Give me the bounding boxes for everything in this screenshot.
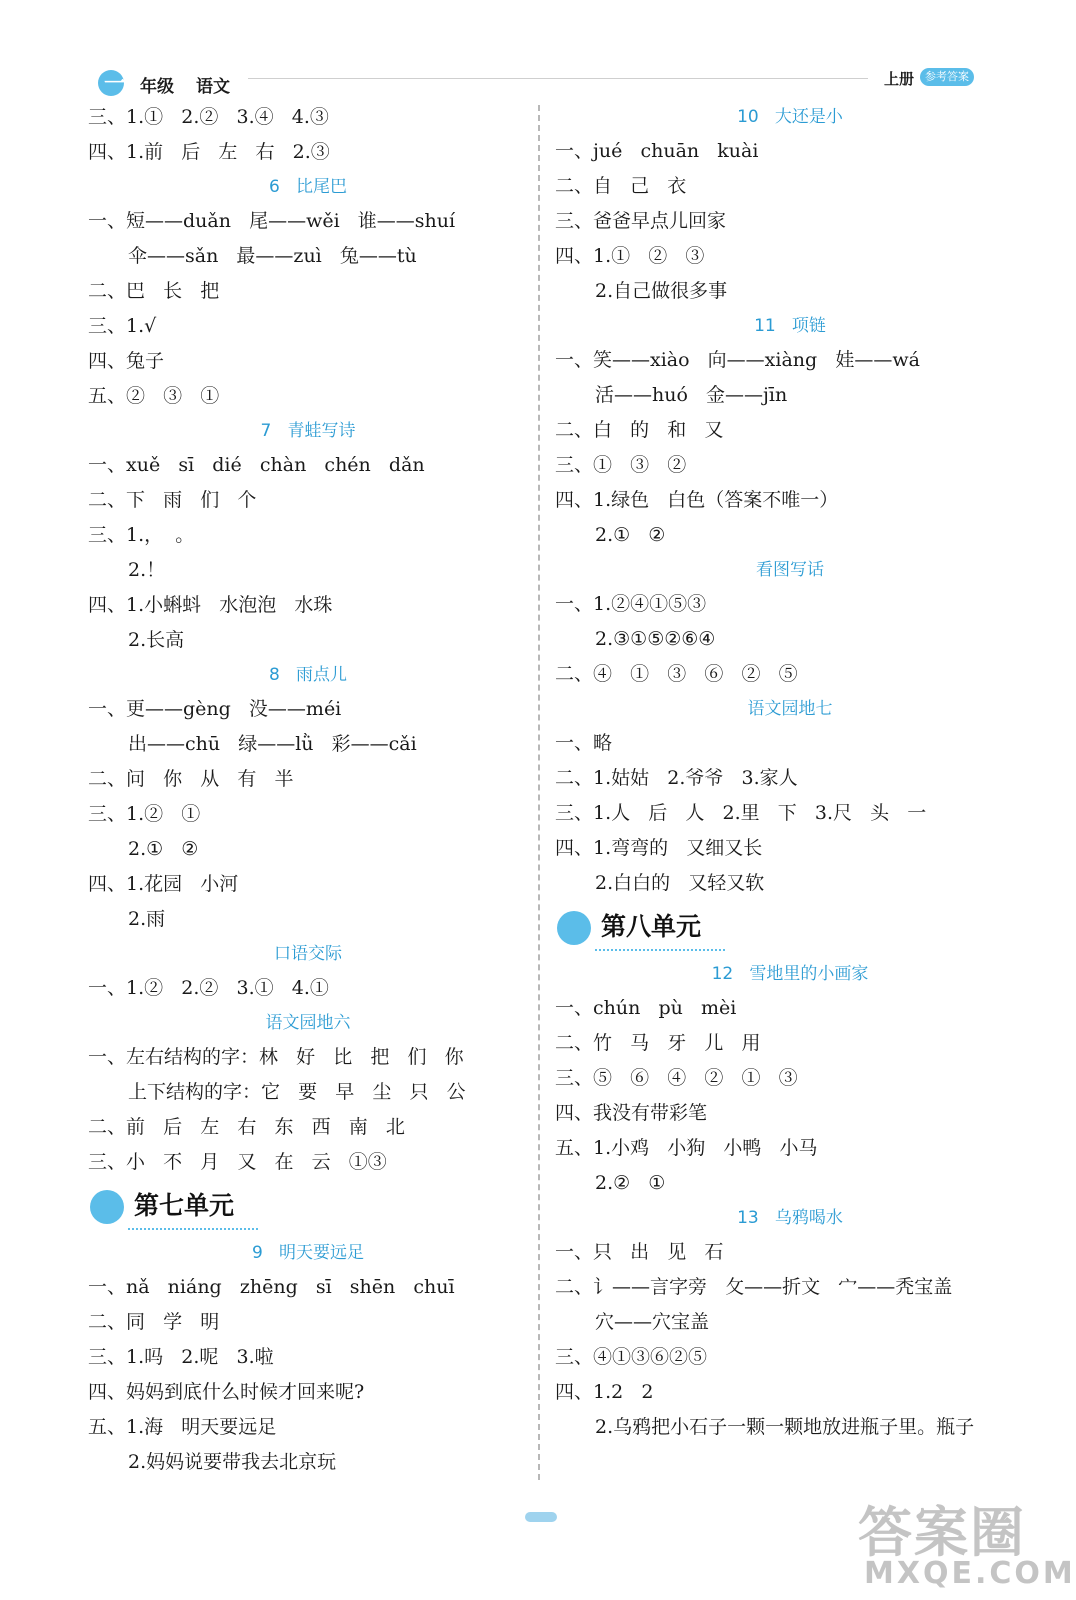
answer-line: 四、我没有带彩笔 bbox=[555, 1102, 708, 1124]
answer-line: 三、小 不 月 又 在 云 ①③ bbox=[88, 1151, 387, 1173]
answer-line: 三、① ③ ② bbox=[555, 454, 687, 476]
answer-line: 四、1.2 2 bbox=[555, 1381, 654, 1403]
watermark-text: 答案圈 bbox=[858, 1501, 1026, 1564]
answer-line: 五、② ③ ① bbox=[88, 385, 220, 407]
answer-line: 四、1.① ② ③ bbox=[555, 245, 705, 267]
answer-line: 2.长高 bbox=[128, 629, 185, 651]
watermark-logo bbox=[852, 1490, 1076, 1594]
lesson-title: 8 雨点儿 bbox=[268, 665, 348, 685]
unit-underline bbox=[128, 1228, 258, 1230]
answer-line: 一、1.②④①⑤③ bbox=[555, 593, 707, 615]
header-rule bbox=[248, 78, 868, 79]
watermark-url: MXQE.COM bbox=[864, 1556, 1076, 1591]
unit-title: 第八单元 bbox=[601, 912, 702, 941]
answer-line: 2.乌鸦把小石子一颗一颗地放进瓶子里。瓶子 bbox=[595, 1416, 975, 1438]
answer-line: 2.自己做很多事 bbox=[595, 280, 728, 302]
answer-line: 二、白 的 和 又 bbox=[555, 419, 724, 441]
answer-line: 二、下 雨 们 个 bbox=[88, 489, 257, 511]
lesson-title: 7 青蛙写诗 bbox=[260, 421, 356, 441]
lesson-title: 语文园地六 bbox=[265, 1013, 351, 1033]
answer-line: 三、爸爸早点儿回家 bbox=[555, 210, 727, 232]
answer-line: 四、1.花园 小河 bbox=[88, 873, 239, 895]
column-divider bbox=[538, 105, 540, 1480]
lesson-title: 6 比尾巴 bbox=[268, 177, 348, 197]
answer-line: 上下结构的字：它 要 早 尘 只 公 bbox=[128, 1081, 466, 1103]
answer-line: 一、只 出 见 石 bbox=[555, 1241, 724, 1263]
answer-line: 2.② ① bbox=[595, 1172, 666, 1194]
answer-line: 四、1.前 后 左 右 2.③ bbox=[88, 141, 330, 163]
answer-line: 三、1.√ bbox=[88, 315, 157, 337]
unit-title: 第七单元 bbox=[134, 1191, 235, 1220]
answer-line: 三、1.② ① bbox=[88, 803, 201, 825]
answer-line: 二、同 学 明 bbox=[88, 1311, 220, 1333]
answer-line: 一、更——gèng 没——méi bbox=[88, 698, 342, 720]
left-column bbox=[88, 100, 528, 1480]
answer-line: 四、妈妈到底什么时候才回来呢? bbox=[88, 1381, 365, 1403]
unit-underline bbox=[595, 949, 725, 951]
answer-line: 三、1.吗 2.呢 3.啦 bbox=[88, 1346, 274, 1368]
answer-line: 一、jué chuān kuài bbox=[555, 140, 759, 162]
answer-line: 2.妈妈说要带我去北京玩 bbox=[128, 1451, 337, 1473]
grade-label: 年级 bbox=[140, 77, 174, 97]
answer-line: 活——huó 金——jīn bbox=[595, 384, 788, 406]
unit-circle-icon bbox=[557, 911, 591, 945]
answer-line: 2.① ② bbox=[128, 838, 199, 860]
answer-line: 一、nǎ niáng zhēng sī shēn chuī bbox=[88, 1276, 455, 1298]
answer-line: 伞——sǎn 最——zuì 兔——tù bbox=[128, 245, 417, 267]
answer-line: 2.白白的 又轻又软 bbox=[595, 872, 765, 894]
answer-line: 四、兔子 bbox=[88, 350, 165, 372]
answer-line: 三、④①③⑥②⑤ bbox=[555, 1346, 708, 1368]
unit-heading bbox=[555, 905, 1025, 957]
answer-line: 二、1.姑姑 2.爷爷 3.家人 bbox=[555, 767, 798, 789]
lesson-title: 9 明天要远足 bbox=[251, 1243, 365, 1263]
lesson-title: 看图写话 bbox=[756, 560, 824, 580]
answer-line: 五、1.海 明天要远足 bbox=[88, 1416, 277, 1438]
answer-line: 三、⑤ ⑥ ④ ② ① ③ bbox=[555, 1067, 798, 1089]
answer-line: 四、1.绿色 白色（答案不唯一） bbox=[555, 489, 839, 511]
answer-line: 四、1.小蝌蚪 水泡泡 水珠 bbox=[88, 594, 333, 616]
answer-line: 2.！ bbox=[128, 559, 166, 581]
answer-line: 一、xuě sī dié chàn chén dǎn bbox=[88, 454, 425, 476]
answer-line: 一、短——duǎn 尾——wěi 谁——shuí bbox=[88, 210, 456, 232]
answer-line: 三、1.， 。 bbox=[88, 524, 195, 546]
lesson-title: 12 雪地里的小画家 bbox=[711, 964, 869, 984]
answer-line: 二、④ ① ③ ⑥ ② ⑤ bbox=[555, 663, 798, 685]
answer-line: 穴——穴宝盖 bbox=[595, 1311, 710, 1333]
answer-line: 五、1.小鸡 小狗 小鸭 小马 bbox=[555, 1137, 818, 1159]
page-header bbox=[0, 0, 1054, 100]
answer-line: 2.③①⑤②⑥④ bbox=[595, 628, 716, 650]
right-column bbox=[555, 100, 1025, 1445]
lesson-title: 口语交际 bbox=[274, 944, 342, 964]
lesson-title: 语文园地七 bbox=[747, 699, 833, 719]
answer-line: 二、问 你 从 有 半 bbox=[88, 768, 294, 790]
answer-line: 二、讠——言字旁 攵——折文 宀——秃宝盖 bbox=[555, 1276, 953, 1298]
answer-line: 出——chū 绿——lǜ 彩——cǎi bbox=[128, 733, 417, 755]
lesson-title: 13 乌鸦喝水 bbox=[737, 1208, 843, 1228]
subject-label: 语文 bbox=[196, 77, 230, 97]
grade-number: 一 bbox=[104, 72, 127, 97]
answer-line: 二、自 己 衣 bbox=[555, 175, 687, 197]
answer-line: 一、略 bbox=[555, 732, 613, 754]
answer-line: 一、笑——xiào 向——xiàng 娃——wá bbox=[555, 349, 920, 371]
answer-line: 二、竹 马 牙 儿 用 bbox=[555, 1032, 761, 1054]
lesson-title: 10 大还是小 bbox=[737, 107, 843, 127]
answer-line: 2.雨 bbox=[128, 908, 166, 930]
answer-line: 一、chún pù mèi bbox=[555, 997, 737, 1019]
answer-line: 三、1.人 后 人 2.里 下 3.尺 头 一 bbox=[555, 802, 927, 824]
answer-line: 2.① ② bbox=[595, 524, 666, 546]
volume-label: 上册 bbox=[884, 70, 915, 88]
page-indicator bbox=[525, 1512, 557, 1522]
answer-line: 四、1.弯弯的 又细又长 bbox=[555, 837, 763, 859]
answer-line: 二、前 后 左 右 东 西 南 北 bbox=[88, 1116, 405, 1138]
answer-line: 二、巴 长 把 bbox=[88, 280, 220, 302]
unit-heading bbox=[88, 1184, 528, 1236]
lesson-title: 11 项链 bbox=[754, 316, 826, 336]
answer-line: 一、1.② 2.② 3.① 4.① bbox=[88, 977, 329, 999]
unit-circle-icon bbox=[90, 1190, 124, 1224]
answer-line: 一、左右结构的字：林 好 比 把 们 你 bbox=[88, 1046, 464, 1068]
answer-line: 三、1.① 2.② 3.④ 4.③ bbox=[88, 106, 329, 128]
answer-key-badge: 参考答案 bbox=[920, 68, 974, 86]
